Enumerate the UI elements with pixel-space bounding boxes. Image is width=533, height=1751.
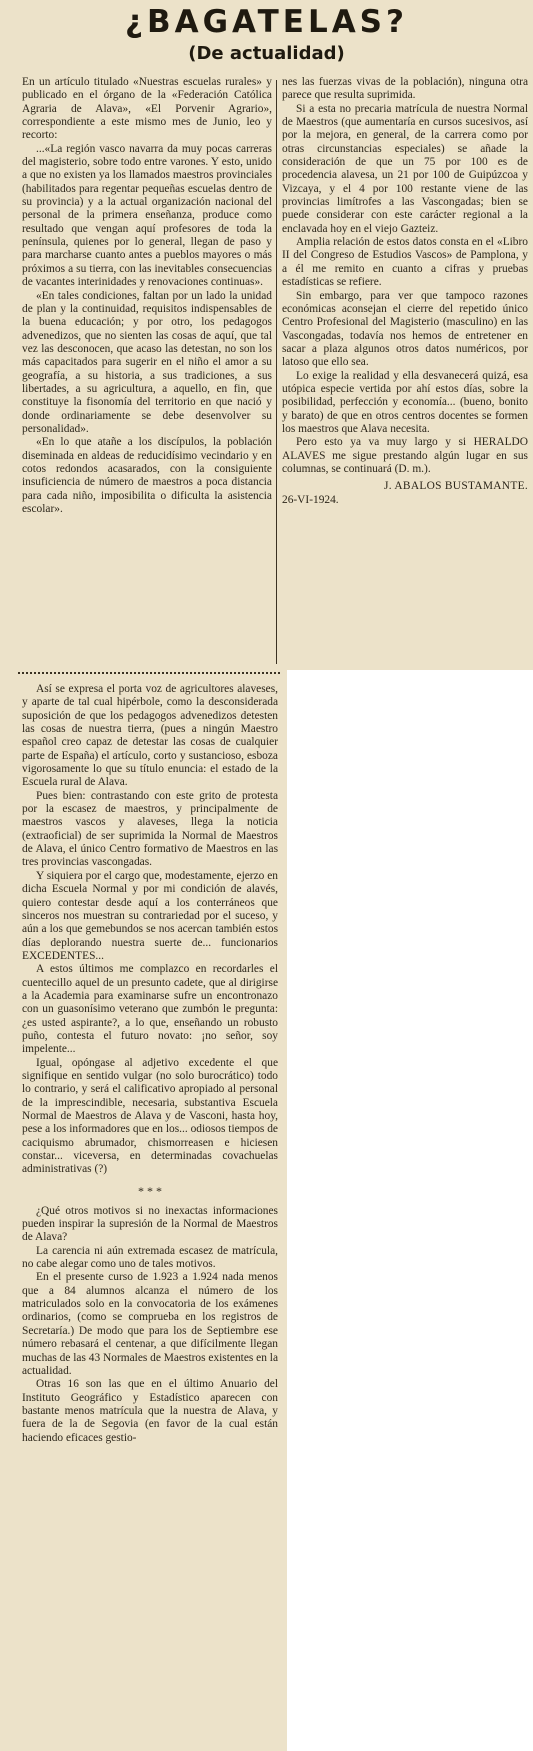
paragraph: Igual, opóngase al adjetivo excedente el que signifique en sentido vulgar (no solo burocrático) todo lo contrario, y será el calificativo apropiado al personal de la imprescindible, necesaria, substantiva Escuela Normal de Maestros de Alava y de Vasconi, hasta hoy, pese a los informadores que en los... odiosos tiempos de caciquismo abrumador, chismorreasen e hiciesen constar... viceversa, en determinadas covachuelas administrativas (?)	[22, 1056, 278, 1176]
column-1	[22, 76, 272, 668]
author-signature: J. ABALOS BUSTAMANTE.	[384, 480, 528, 493]
article-subtitle: (De actualidad)	[188, 43, 345, 64]
section-asterism: * * *	[138, 1183, 162, 1198]
paragraph: Y siquiera por el cargo que, modestamente, ejerzo en dicha Escuela Normal y por mi condición de alavés, quiero contestar desde aquí a los conterráneos que sinceros nos muestran su contrariedad por el suceso, y aún a los que gemebundos se nos acercan también estos días deplorando nuestra suerte de... funcionarios EXCEDENTES...	[22, 869, 278, 962]
paragraph: Otras 16 son las que en el último Anuario del Instituto Geográfico y Estadístico aparecen con bastante menos matrícula que la nuestra de Alava, y fuera de la de Segovia (en favor de la cual están haciendo eficaces gestio-	[22, 1378, 278, 1444]
paragraph: En el presente curso de 1.923 a 1.924 nada menos que a 84 alumnos alcanza el número de los matriculados solo en la convocatoria de los exámenes ordinarios, (como se comprueba en los registros de Secretaría.) De modo que para los de Septiembre ese número rebasará el centenar, a que difícilmente llegan muchas de las 43 Normales de Maestros existentes en la actualidad.	[22, 1271, 278, 1377]
column-2	[282, 76, 528, 670]
column-divider	[276, 80, 277, 664]
paragraph: ...«La región vasco navarra da muy pocas carreras del magisterio, sobre todo entre varones. Y esto, unido a que no existen ya los llamados maestros provinciales (habilitados para regentar pequeñas escuelas dentro de su provincia) y a la actual organización nacional del personal de la primera enseñanza, produce como resultado que vengan aquí profesores de toda la península, quienes por lo general, llegan de paso y para marcharse cuanto antes a pueblos mayores o más próximos a su tierra, con las inevitables consecuencias de vacantes interinidades y renovaciones continuas».	[22, 142, 272, 289]
dotted-divider	[18, 672, 280, 674]
paragraph: Pues bien: contrastando con este grito de protesta por la escasez de maestros, y principalmente de maestros vascos y alaveses, llega la noticia (extraoficial) de ser suprimida la Normal de Maestros de Alava, el único Centro formativo de Maestros en las tres provincias vascongadas.	[22, 789, 278, 869]
paragraph: Así se expresa el porta voz de agricultores alaveses, y aparte de tal cual hipérbole, como la desconsiderada suposición de que los pedagogos advenedizos detesten las cosas de nuestra tierra, (pues a ningún Maestro español creo capaz de detestar las cosas de cualquier parte de España) el artículo, corto y sustancioso, esboza vigorosamente lo que su título enuncia: el estado de la Escuela rural de Alava.	[22, 683, 278, 789]
column-3	[22, 683, 278, 1747]
paragraph: «En tales condiciones, faltan por un lado la unidad de plan y la continuidad, requisitos indispensables de la buena educación; y por otro, los pedagogos advenedizos, que no sienten las cosas de aquí, que tal vez las desconocen, que acaso las detestan, no son los más capacitados para sugerir en el niño el amor a su geografía, a su historia, a sus tradiciones, a sus libertades, a su agricultura, a aquello, en fin, que constituye la fisonomía del territorio en que nació y donde ordinariamente se debe desenvolver su personalidad».	[22, 289, 272, 435]
paragraph: nes las fuerzas vivas de la población), ninguna otra parece que resulta suprimida.	[282, 76, 528, 102]
paragraph: Sin embargo, para ver que tampoco razones económicas aconsejan el cierre del repetido único Centro Profesional del Magisterio (masculino) en las Vascongadas, todavía nos hemos de entretener en sacar a plaza algunos otros datos numéricos, por latoso que ello sea.	[282, 289, 528, 369]
article-date: 26-VI-1924.	[282, 493, 339, 506]
paragraph: Pero esto ya va muy largo y si HERALDO ALAVES me sigue prestando algún lugar en sus columnas, se continuará (D. m.).	[282, 436, 528, 475]
article-title: ¿BAGATELAS?	[124, 4, 408, 40]
paragraph: Lo exige la realidad y ella desvanecerá quizá, esa utópica especie vertida por ahí estos días, sobre la posibilidad, perfección y economía... (bueno, bonito y barato) de que en otros centros docentes se formen los maestros que Alava necesita.	[282, 369, 528, 435]
paragraph: Amplia relación de estos datos consta en el «Libro II del Congreso de Estudios Vascos» de Pamplona, y a él me remito en cuanto a cifras y pruebas estadísticas se refiere.	[282, 236, 528, 289]
paragraph: «En lo que atañe a los discípulos, la población diseminada en aldeas de reducidísimo vecindario y en cotos redondos acasarados, con la consiguiente insuficiencia de número de maestros a poca distancia para cada niño, imposibilita o dificulta la asistencia escolar».	[22, 436, 272, 515]
paragraph: A estos últimos me complazco en recordarles el cuentecillo aquel de un presunto cadete, que al dirigirse a la Academia para examinarse sufre un encontronazo con un guasonísimo veterano que zumbón le pregunta: ¿es usted aspirante?, a lo que, enseñando un robusto puño, contesta el futuro novato: ¡no señor, soy impelente...	[22, 963, 278, 1056]
paragraph: ¿Qué otros motivos si no inexactas informaciones pueden inspirar la supresión de la Normal de Maestros de Alava?	[22, 1204, 278, 1244]
paragraph: Si a esta no precaria matrícula de nuestra Normal de Maestros (que aumentaría en cursos sucesivos, así por la mejora, en general, de la carrera como por otras circunstancias especiales) se añade la consideración de que un 75 por 100 es de procedencia alavesa, un 21 por 100 de Guipúzcoa y Vizcaya, y el 4 por 100 restante viene de las provincias limítrofes a las Vascongadas; bien se puede considerar con este carácter regional a la enclavada hoy en el viejo Gazteiz.	[282, 102, 528, 235]
paragraph: La carencia ni aún extremada escasez de matrícula, no cabe alegar como uno de tales motivos.	[22, 1244, 278, 1271]
paragraph: En un artículo titulado «Nuestras escuelas rurales» y publicado en el órgano de la «Federación Católica Agraria de Alava», «El Porvenir Agrario», correspondiente a este mismo mes de Junio, leo y recorto:	[22, 76, 272, 142]
